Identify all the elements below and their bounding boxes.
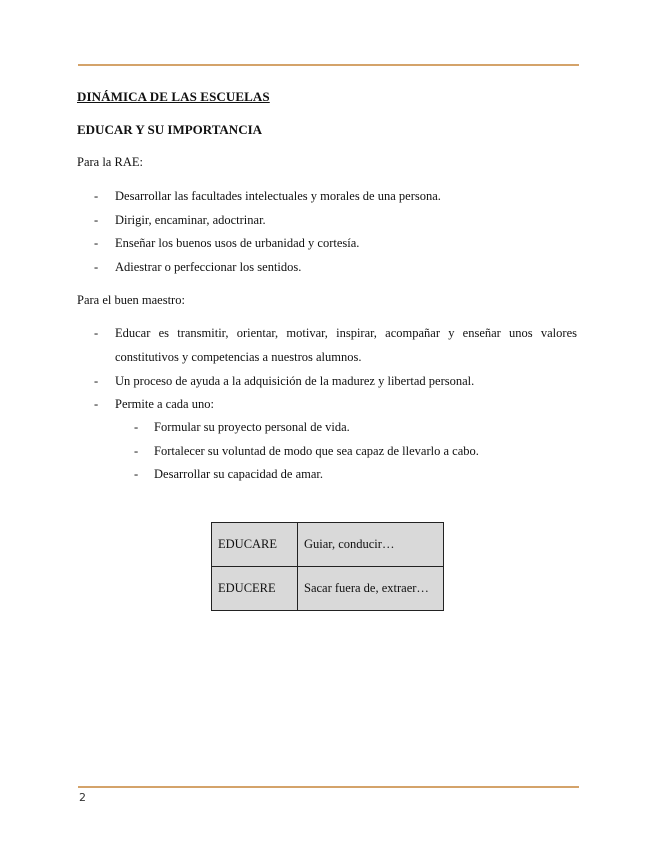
list-item-text: Educar es transmitir, orientar, motivar, inspirar, acompañar y enseñar unos valores — [115, 326, 577, 340]
page-title: DINÁMICA DE LAS ESCUELAS — [77, 89, 270, 104]
section-heading: EDUCAR Y SU IMPORTANCIA — [77, 122, 263, 137]
sub-list-item-text: Formular su proyecto personal de vida. — [154, 420, 350, 434]
list-item-text: Dirigir, encaminar, adoctrinar. — [115, 213, 266, 227]
table-row — [212, 523, 444, 567]
sub-list-item-text: Fortalecer su voluntad de modo que sea capaz de llevarlo a cabo. — [154, 444, 479, 458]
footer-rule — [78, 786, 579, 788]
term-cell: EDUCARE — [212, 523, 298, 567]
sub-list-item-text: Desarrollar su capacidad de amar. — [154, 467, 324, 481]
bullet-dash: - — [134, 467, 139, 481]
rae-intro: Para la RAE: — [77, 155, 143, 169]
bullet-dash: - — [94, 374, 99, 388]
bullet-dash: - — [94, 260, 99, 274]
list-item-text: Desarrollar las facultades intelectuales y morales de una persona. — [115, 189, 441, 203]
page-number: 2 — [79, 791, 86, 804]
bullet-dash: - — [94, 213, 99, 227]
bullet-dash: - — [94, 326, 99, 340]
bullet-dash: - — [94, 236, 99, 250]
list-item-text: Permite a cada uno: — [115, 397, 214, 411]
list-item-text: Enseñar los buenos usos de urbanidad y cortesía. — [115, 236, 360, 250]
meaning-cell: Sacar fuera de, extraer… — [298, 567, 444, 611]
list-item-text: Un proceso de ayuda a la adquisición de la madurez y libertad personal. — [115, 374, 475, 388]
maestro-intro: Para el buen maestro: — [77, 293, 185, 307]
list-item-text: constitutivos y competencias a nuestros alumnos. — [115, 350, 362, 364]
bullet-dash: - — [94, 397, 99, 411]
meaning-cell: Guiar, conducir… — [298, 523, 444, 567]
etymology-table — [211, 522, 444, 611]
header-rule — [78, 64, 579, 66]
list-item-text: Adiestrar o perfeccionar los sentidos. — [115, 260, 302, 274]
bullet-dash: - — [94, 189, 99, 203]
table-row — [212, 567, 444, 611]
bullet-dash: - — [134, 444, 139, 458]
bullet-dash: - — [134, 420, 139, 434]
term-cell: EDUCERE — [212, 567, 298, 611]
